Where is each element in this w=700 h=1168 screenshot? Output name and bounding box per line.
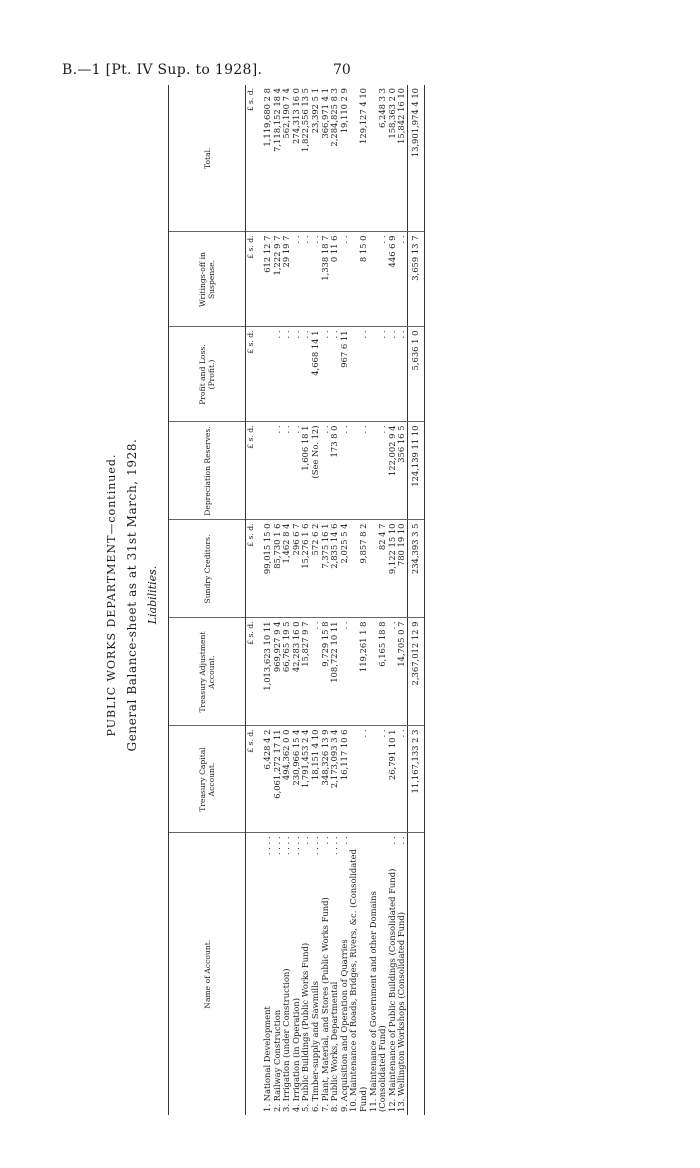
cell: (See No. 12) bbox=[311, 422, 321, 520]
cell: 8 15 0 bbox=[349, 232, 368, 327]
column-header: Name of Account. bbox=[169, 833, 246, 1115]
account-name: . . . . 8. Public Works, Departmental bbox=[329, 836, 340, 1112]
cell bbox=[255, 422, 273, 520]
total-cell: 2,367,012 12 9 bbox=[407, 618, 424, 726]
cell: 1,119,680 2 8 bbox=[255, 85, 273, 232]
cell: 158,363 2 0 bbox=[388, 85, 398, 232]
cell: 16,117 10 6 bbox=[340, 726, 350, 833]
cell: 7,118,152 18 4 bbox=[273, 85, 283, 232]
cell: 274,313 16 0 bbox=[292, 85, 302, 232]
cell: . . bbox=[349, 327, 368, 422]
cell: . . bbox=[292, 422, 302, 520]
total-cell: 11,167,133 2 3 bbox=[407, 726, 424, 833]
table-row bbox=[369, 85, 388, 1115]
cell: 356 16 5 bbox=[397, 422, 407, 520]
cell: 42,283 16 0 bbox=[292, 618, 302, 726]
cell: . . bbox=[340, 232, 350, 327]
cell: . . bbox=[397, 726, 407, 833]
column-header: Depreciation Reserves. bbox=[169, 422, 246, 520]
cell: . . bbox=[369, 232, 388, 327]
cell: 99,015 15 0 bbox=[255, 520, 273, 618]
cell: 82 4 7 bbox=[369, 520, 388, 618]
cell: 4,668 14 1 bbox=[311, 327, 321, 422]
cell: 9,857 8 2 bbox=[349, 520, 368, 618]
cell: 612 12 7 bbox=[255, 232, 273, 327]
units-label: £ s. d. bbox=[246, 422, 256, 520]
cell: 1,222 9 7 bbox=[273, 232, 283, 327]
cell: 1,606 18 1 bbox=[301, 422, 311, 520]
cell: 29 19 7 bbox=[282, 232, 292, 327]
cell: 19,110 2 9 bbox=[340, 85, 350, 232]
cell: . . bbox=[321, 422, 331, 520]
account-name: . . 9. Acquisition and Operation of Quarries bbox=[338, 836, 349, 1112]
cell: 15,827 9 7 bbox=[301, 618, 311, 726]
account-name: . . . . 3. Irrigation (under Construction) bbox=[281, 836, 292, 1112]
column-header: Sundry Creditors. bbox=[169, 520, 246, 618]
units-label: £ s. d. bbox=[246, 618, 256, 726]
account-name: . . 5. Public Buildings (Public Works Fund) bbox=[300, 836, 311, 1112]
cell: . . bbox=[397, 232, 407, 327]
units-label: £ s. d. bbox=[246, 232, 256, 327]
cell: . . bbox=[282, 327, 292, 422]
cell: 122,002 9 4 bbox=[388, 422, 398, 520]
cell: 6,165 18 8 bbox=[369, 618, 388, 726]
cell: 26,791 10 1 bbox=[388, 726, 398, 833]
header-row bbox=[169, 85, 246, 1115]
balance-sheet-title: General Balance-sheet as at 31st March, 1928. bbox=[125, 438, 139, 752]
section-title: Liabilities. bbox=[146, 565, 159, 625]
cell: . . bbox=[330, 327, 340, 422]
cell: . . bbox=[397, 327, 407, 422]
cell: 230,966 15 4 bbox=[292, 726, 302, 833]
account-name: 11. Maintenance of Government and other Domains (Consolidated Fund) bbox=[367, 891, 388, 1112]
cell: 1,338 18 7 bbox=[321, 232, 331, 327]
cell: 14,705 0 7 bbox=[397, 618, 407, 726]
cell: 18,151 4 10 bbox=[311, 726, 321, 833]
cell: 1,791,453 2 4 bbox=[301, 726, 311, 833]
cell: . . bbox=[369, 422, 388, 520]
units-label: £ s. d. bbox=[246, 520, 256, 618]
cell: 2,025 5 4 bbox=[340, 520, 350, 618]
cell: 6,061,272 17 11 bbox=[273, 726, 283, 833]
rotated-balance-sheet bbox=[105, 75, 525, 1115]
cell: 0 11 6 bbox=[330, 232, 340, 327]
total-cell: 234,393 3 5 bbox=[407, 520, 424, 618]
total-cell: 124,139 11 10 bbox=[407, 422, 424, 520]
cell: 6,428 4 2 bbox=[255, 726, 273, 833]
cell: 1,013,623 10 11 bbox=[255, 618, 273, 726]
total-cell: 5,636 1 0 bbox=[407, 327, 424, 422]
account-name: . . . . 6. Timber-supply and Sawmills bbox=[309, 836, 320, 1112]
column-header: Total. bbox=[169, 85, 246, 232]
cell: . . bbox=[311, 618, 321, 726]
cell: . . bbox=[388, 618, 398, 726]
cell: 119,261 1 8 bbox=[349, 618, 368, 726]
cell: 780 19 10 bbox=[397, 520, 407, 618]
cell: 446 6 9 bbox=[388, 232, 398, 327]
cell bbox=[255, 327, 273, 422]
cell: 9,122 15 10 bbox=[388, 520, 398, 618]
table-row bbox=[349, 85, 368, 1115]
account-name: 10. Maintenance of Roads, Bridges, Rivers, &c. (Consolidated Fund) bbox=[348, 849, 368, 1112]
total-cell: 3,659 13 7 bbox=[407, 232, 424, 327]
units-row bbox=[246, 85, 256, 1115]
cell: . . bbox=[340, 422, 350, 520]
column-header: Profit and Loss. (Profit.) bbox=[169, 327, 246, 422]
cell: . . bbox=[273, 422, 283, 520]
cell: 15,842 16 10 bbox=[397, 85, 407, 232]
cell: 66,765 19 5 bbox=[282, 618, 292, 726]
total-cell: 13,901,974 4 10 bbox=[407, 85, 424, 232]
cell: . . bbox=[340, 618, 350, 726]
cell: . . bbox=[369, 726, 388, 833]
cell: . . bbox=[349, 726, 368, 833]
column-header: Treasury Capital Account. bbox=[169, 726, 246, 833]
cell: . . bbox=[282, 422, 292, 520]
cell: 2,284,825 8 3 bbox=[330, 85, 340, 232]
column-header: Writings-off in Suspense. bbox=[169, 232, 246, 327]
cell: 348,326 13 9 bbox=[321, 726, 331, 833]
table-row bbox=[397, 85, 407, 1115]
cell: . . bbox=[292, 327, 302, 422]
cell: . . bbox=[321, 327, 331, 422]
units-label: £ s. d. bbox=[246, 85, 256, 232]
cell: 129,127 4 10 bbox=[349, 85, 368, 232]
page-header-reference: B.—1 [Pt. IV Sup. to 1928]. bbox=[62, 62, 263, 78]
cell: 7,375 16 1 bbox=[321, 520, 331, 618]
account-name: . . . . 4. Irrigation (in Operation) bbox=[290, 836, 301, 1112]
cell: 9,729 15 8 bbox=[321, 618, 331, 726]
cell: 296 6 7 bbox=[292, 520, 302, 618]
cell: . . bbox=[388, 327, 398, 422]
account-name: . . . . 1. National Development bbox=[262, 836, 272, 1112]
cell: 967 6 11 bbox=[340, 327, 350, 422]
page-number: 70 bbox=[333, 62, 351, 78]
cell: 2,173,093 3 4 bbox=[330, 726, 340, 833]
cell: 6,248 3 3 bbox=[369, 85, 388, 232]
column-header: Treasury Adjustment Account. bbox=[169, 618, 246, 726]
cell: 173 8 0 bbox=[330, 422, 340, 520]
cell: . . bbox=[369, 327, 388, 422]
cell: . . bbox=[292, 232, 302, 327]
cell: 15,276 1 6 bbox=[301, 520, 311, 618]
account-name: . . 7. Plant, Material, and Stores (Public Works Fund) bbox=[319, 836, 330, 1112]
cell: . . bbox=[311, 232, 321, 327]
cell: 562,190 7 4 bbox=[282, 85, 292, 232]
cell: 2,835 14 6 bbox=[330, 520, 340, 618]
cell: . . bbox=[273, 327, 283, 422]
cell: . . bbox=[349, 422, 368, 520]
cell: 969,927 9 4 bbox=[273, 618, 283, 726]
cell: . . bbox=[301, 327, 311, 422]
cell: 366,971 4 1 bbox=[321, 85, 331, 232]
cell: 494,362 0 0 bbox=[282, 726, 292, 833]
account-name: . . 12. Maintenance of Public Buildings (Consolidated Fund) bbox=[386, 836, 397, 1112]
department-title: PUBLIC WORKS DEPARTMENT—continued. bbox=[105, 453, 118, 737]
account-name: . . 13. Wellington Workshops (Consolidated Fund) bbox=[396, 836, 407, 1112]
cell: 23,392 5 1 bbox=[311, 85, 321, 232]
table-row bbox=[255, 85, 273, 1115]
units-label: £ s. d. bbox=[246, 327, 256, 422]
cell: 85,730 1 6 bbox=[273, 520, 283, 618]
cell: . . bbox=[301, 232, 311, 327]
totals-row bbox=[407, 85, 424, 1115]
account-name: . . . . 2. Railway Construction bbox=[271, 836, 282, 1112]
units-label: £ s. d. bbox=[246, 726, 256, 833]
cell: 572 6 2 bbox=[311, 520, 321, 618]
cell: 1,462 8 4 bbox=[282, 520, 292, 618]
cell: 1,822,556 13 5 bbox=[301, 85, 311, 232]
liabilities-table bbox=[168, 85, 425, 1115]
cell: 108,722 10 11 bbox=[330, 618, 340, 726]
